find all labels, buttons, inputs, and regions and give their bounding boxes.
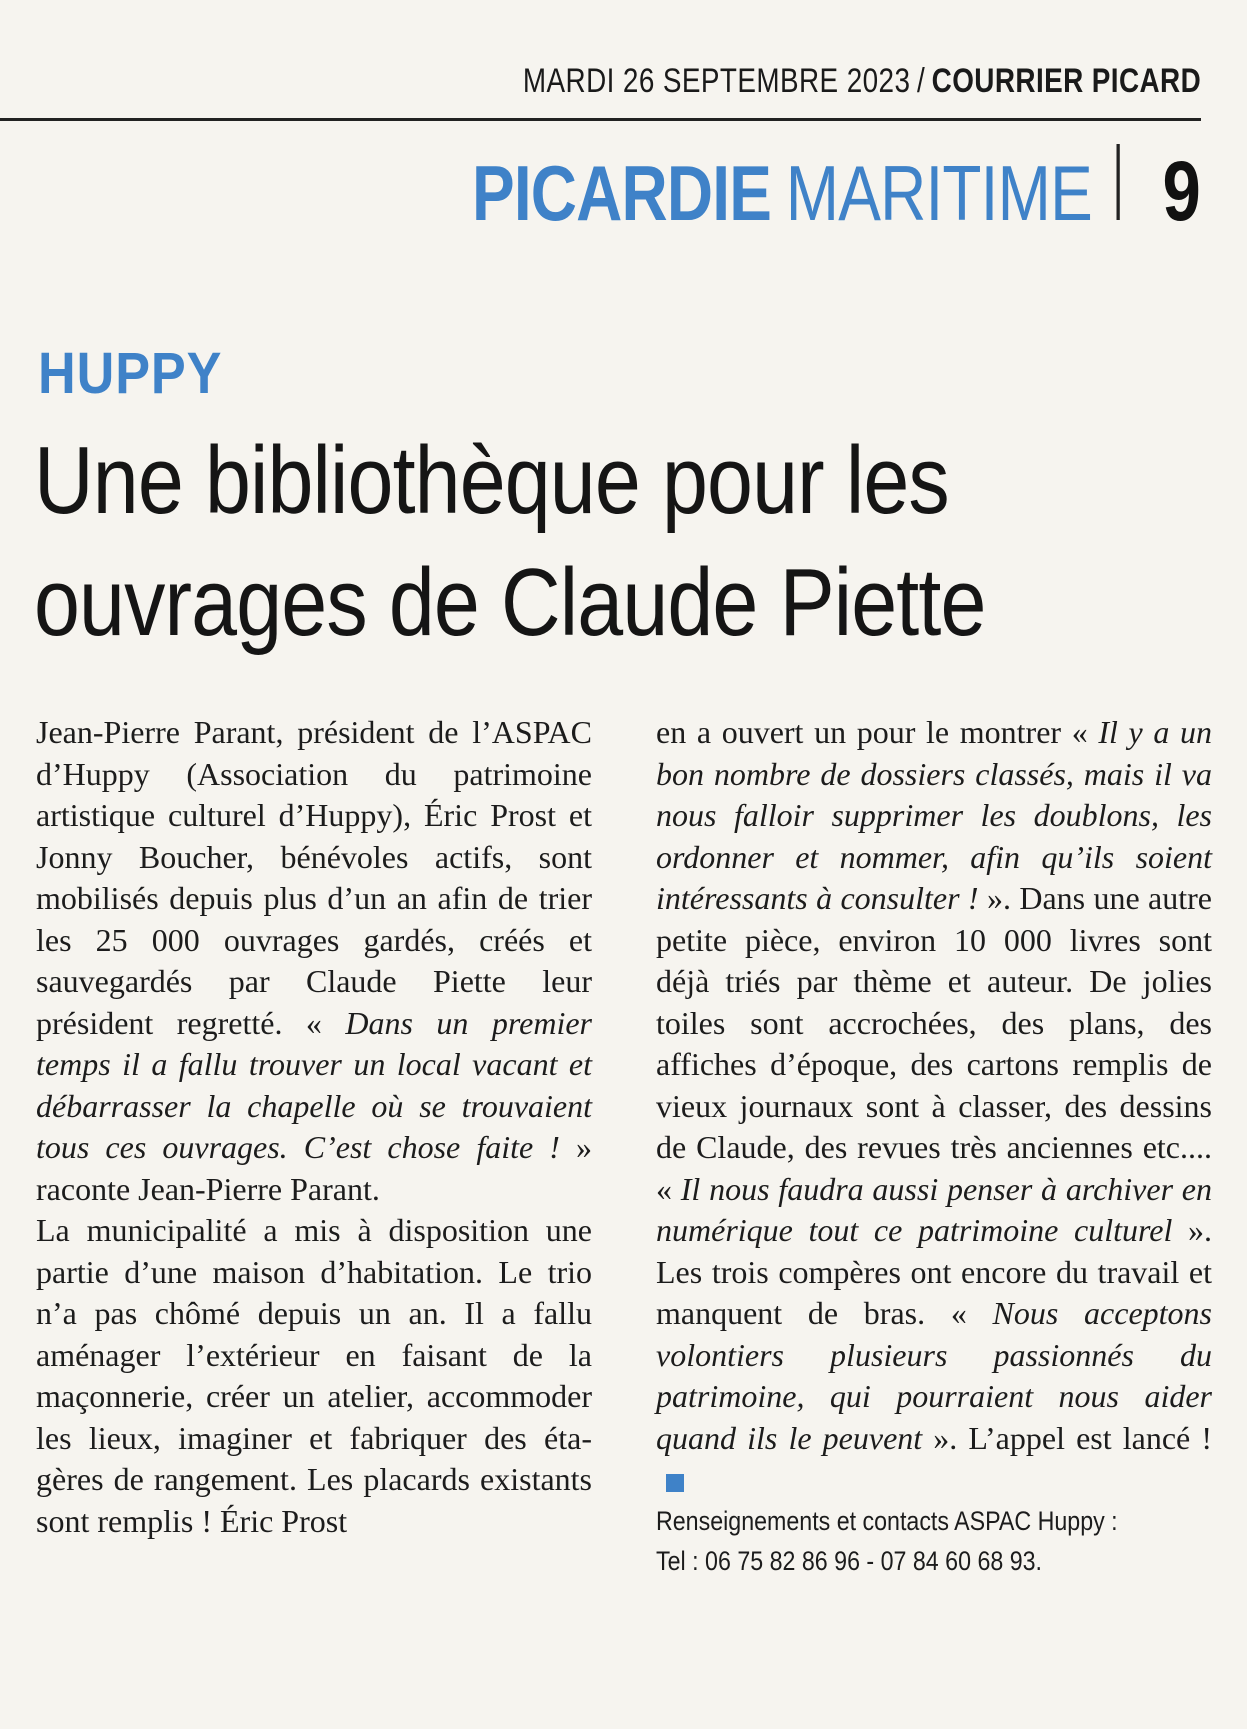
paragraph-2: La municipalité a mis à disposition une partie d’une maison d’habitation. Le trio n’a pas chômé depuis un an. Il a fallu aménager l’extérieur en faisant de la maçonnerie, créer un atelier, accommoder les lieux, imaginer et fabriquer des étagères de rangement. Les placards existants sont remplis ! Éric Prost bbox=[36, 1212, 592, 1539]
paragraph-1-text-b: » raconte Jean-Pierre Parant. bbox=[36, 1129, 592, 1207]
section-title-light: MARITIME bbox=[786, 148, 1093, 237]
issue-date: MARDI 26 SEPTEMBRE 2023 bbox=[522, 62, 911, 100]
headline-line-1: Une bibliothèque pour les bbox=[34, 427, 949, 534]
contact-info-line-1: Renseignements et contacts ASPAC Huppy : bbox=[656, 1505, 1118, 1536]
body-column-2 bbox=[656, 712, 1212, 1581]
paragraph-3-quote-2: Il nous faudra aussi penser à archiver en numérique tout ce patrimoine culturel bbox=[656, 1170, 1212, 1248]
section-header bbox=[312, 143, 1201, 238]
dateline bbox=[523, 62, 1201, 101]
header-rule bbox=[0, 118, 1201, 121]
section-divider bbox=[1117, 144, 1120, 220]
contact-info-phone: Tel : 06 75 82 86 96 - 07 84 60 68 93. bbox=[656, 1545, 1043, 1576]
article-end-mark bbox=[666, 1474, 684, 1492]
page-number: 9 bbox=[1162, 143, 1201, 238]
newspaper-name: COURRIER PICARD bbox=[931, 62, 1201, 100]
headline-line-2: ouvrages de Claude Piette bbox=[34, 549, 986, 656]
paragraph-3-quote-1: Il y a un bon nombre de dossiers classés, mais il va nous falloir supprimer les doublons, les ordonner et nommer, afin qu’ils soient intéressants à consulter ! bbox=[656, 714, 1212, 916]
section-title-bold: PICARDIE bbox=[472, 148, 772, 237]
dateline-separator: / bbox=[916, 62, 925, 100]
paragraph-3 bbox=[656, 712, 1212, 1501]
paragraph-1-quote: Dans un premier temps il a fallu trouver un local vacant et débarrasser la chapelle où se trouvaient tous ces ouvrages. C’est chose faite ! bbox=[36, 1004, 593, 1165]
paragraph-3-text-c: ». Les trois compères ont encore du travail et manquent de bras. « bbox=[656, 1212, 1213, 1331]
paragraph-3-quote-3: Nous acceptons volontiers plusieurs passionnés du patrimoine, qui pourraient nous aider quand ils le peuvent bbox=[656, 1295, 1213, 1456]
article-headline bbox=[34, 420, 1049, 664]
body-column-1 bbox=[36, 712, 592, 1581]
paragraph-1 bbox=[36, 712, 592, 1210]
paragraph-3-text-a: en a ouvert un pour le montrer « bbox=[656, 714, 1099, 750]
paragraph-1-text-a: Jean-Pierre Parant, président de l’ASPAC d’Huppy (Association du patrimoine artistique culturel d’Huppy), Éric Prost et Jonny Boucher, bénévoles actifs, sont mobilisés depuis plus d’un an afin de trier les 25 000 ouvrages gardés, créés et sauvegardés par Claude Piette leur président regretté. « bbox=[36, 714, 592, 1041]
paragraph-3-text-b: ». Dans une autre petite pièce, environ 10 000 livres sont déjà triés par thème et auteur. De jolies toiles sont accrochées, des plans, des affiches d’époque, des cartons remplis de vieux journaux sont à classer, des dessins de Claude, des revues très anciennes etc.... « bbox=[656, 880, 1212, 1207]
article-kicker: HUPPY bbox=[38, 341, 223, 406]
paragraph-3-text-d: ». L’appel est lancé ! bbox=[922, 1419, 1213, 1456]
contact-info bbox=[656, 1501, 1215, 1581]
article-body bbox=[36, 712, 1212, 1581]
